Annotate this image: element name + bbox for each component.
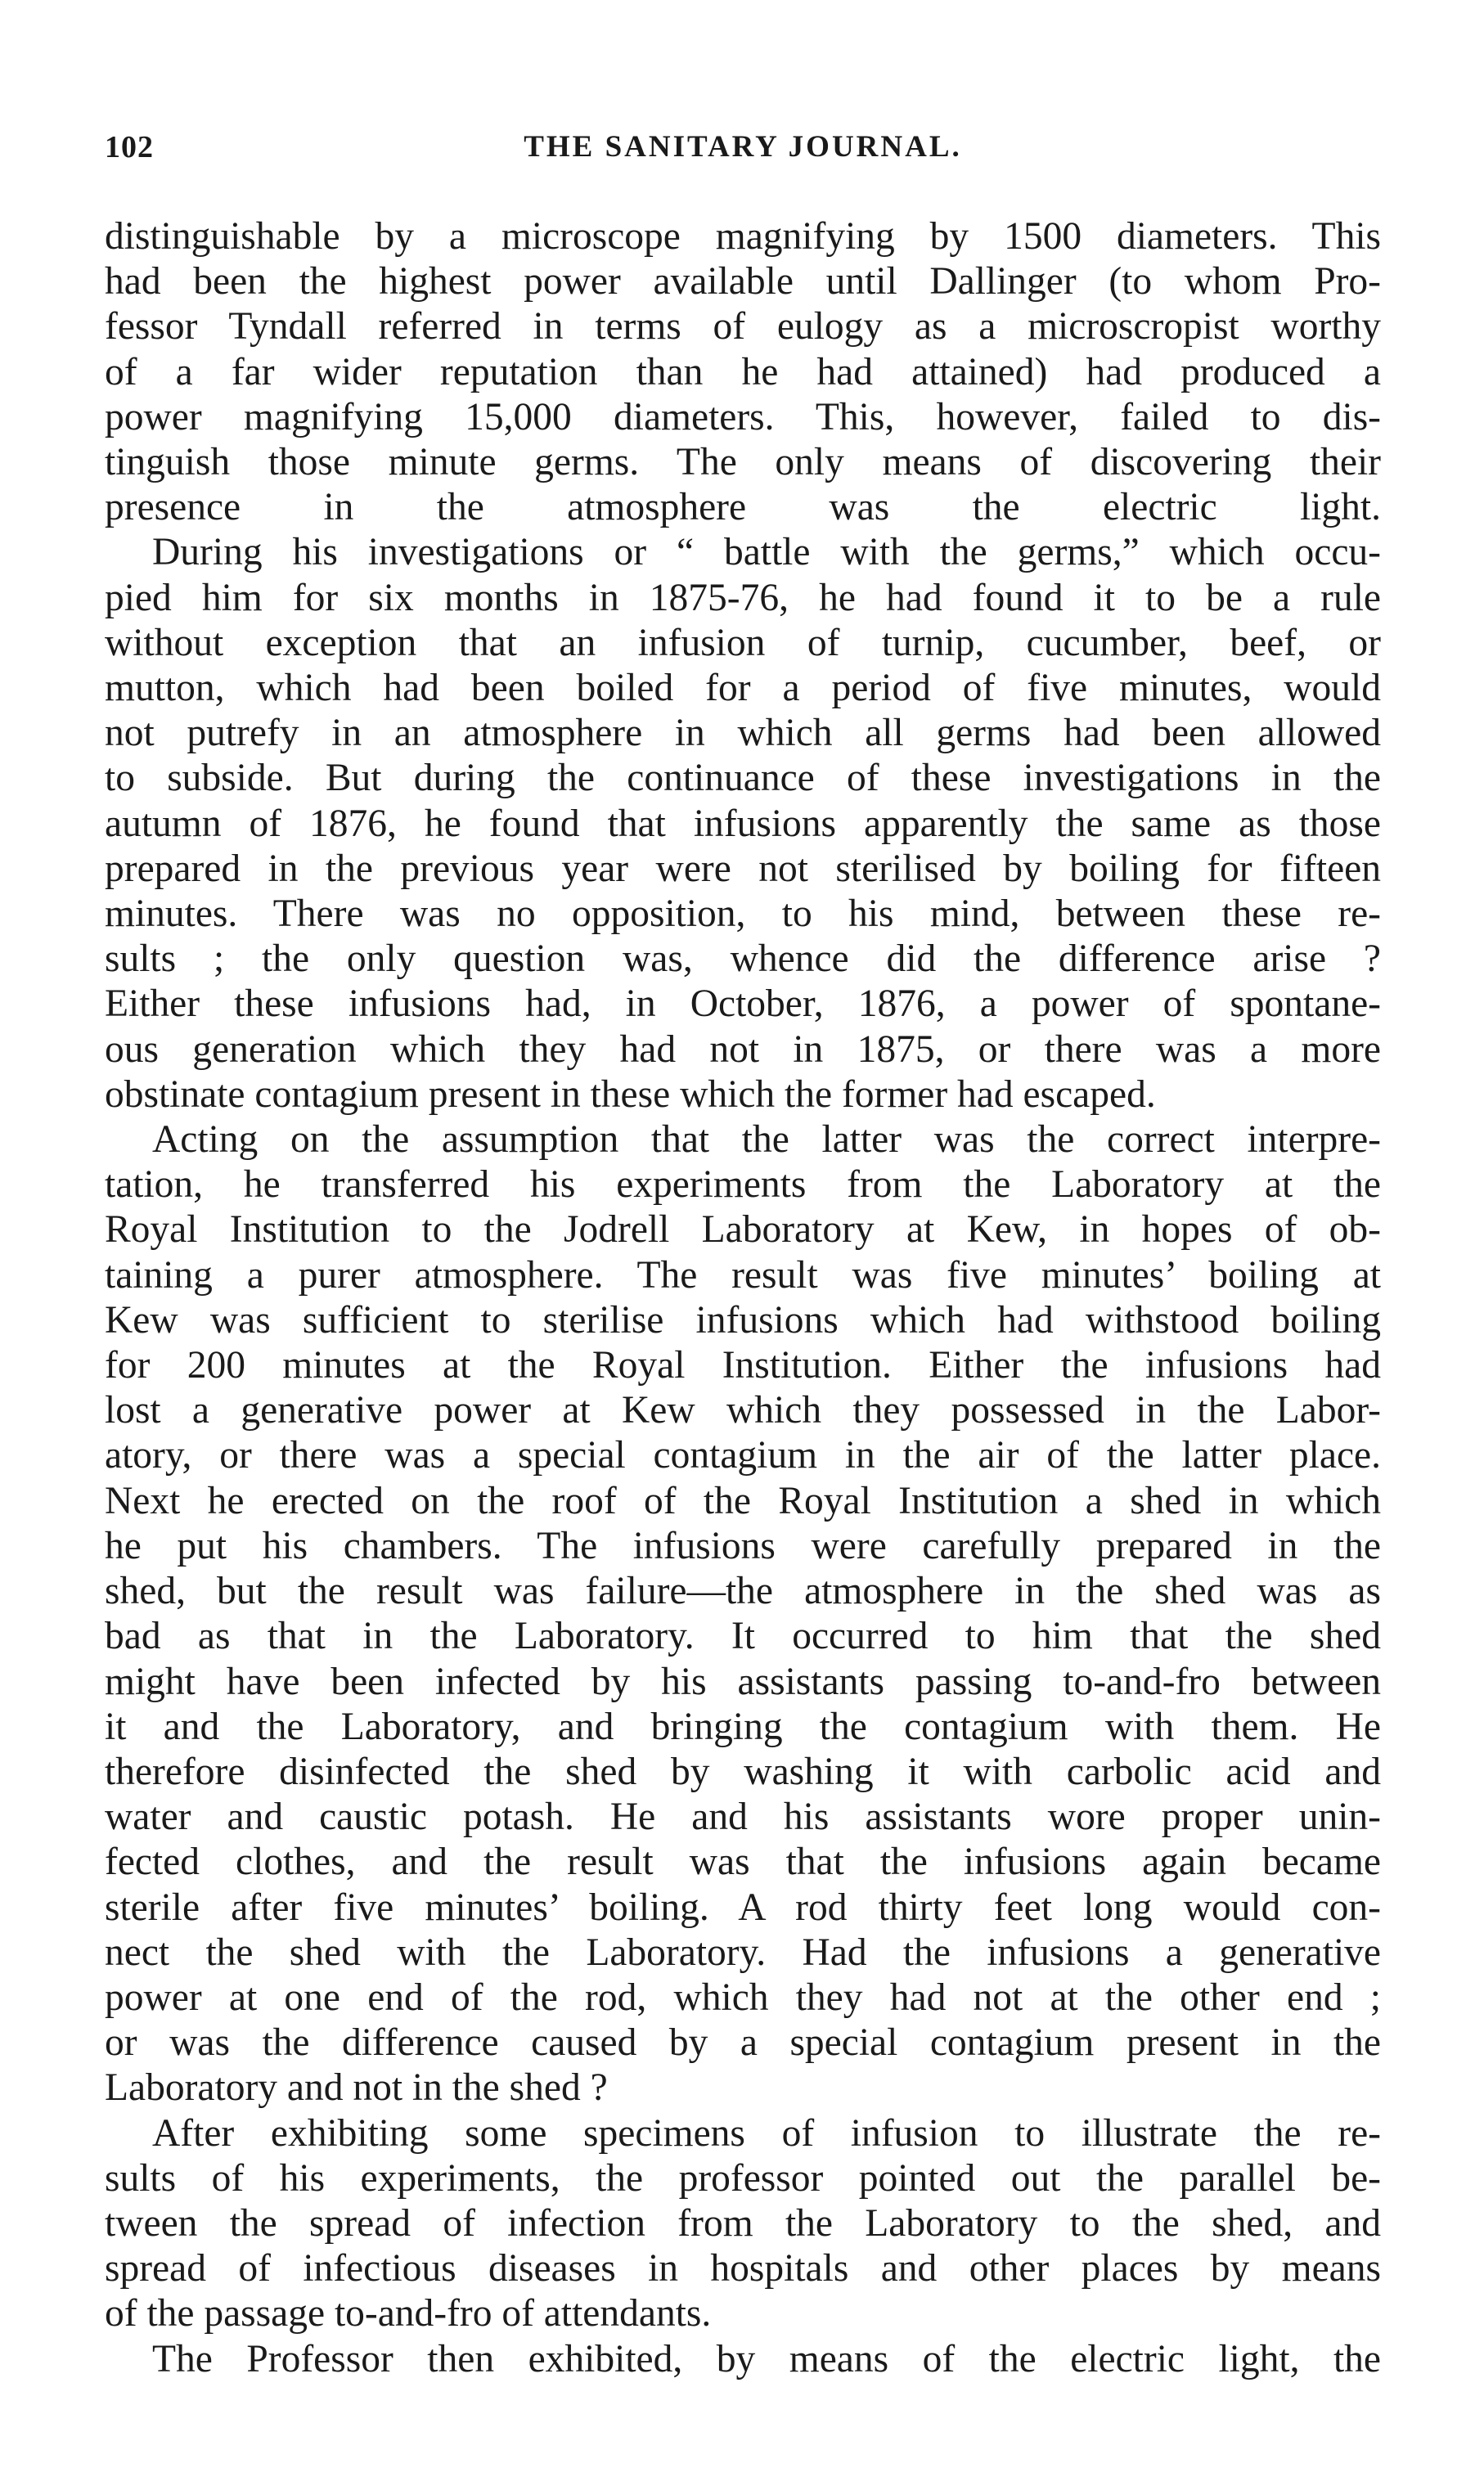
text-line: of a far wider reputation than he had attained) had produced a — [105, 350, 1381, 393]
text-line: fected clothes, and the result was that the infusions again became — [105, 1841, 1381, 1884]
text-line: not putrefy in an atmosphere in which all germs had been allowed — [105, 712, 1381, 755]
text-line: sterile after five minutes’ boiling. A rod thirty feet long would con- — [105, 1886, 1381, 1929]
text-line: ous generation which they had not in 1875, or there was a more — [105, 1027, 1381, 1071]
text-line: Laboratory and not in the shed ? — [105, 2066, 608, 2110]
text-line: spread of infectious diseases in hospitals and other places by means — [105, 2247, 1381, 2290]
text-line: for 200 minutes at the Royal Institution. Either the infusions had — [105, 1344, 1381, 1387]
text-line: water and caustic potash. He and his assistants wore proper unin- — [105, 1796, 1381, 1839]
text-line: autumn of 1876, he found that infusions apparently the same as those — [105, 802, 1381, 845]
paragraph-2 — [105, 530, 1381, 1117]
text-line: Kew was sufficient to sterilise infusions which had withstood boiling — [105, 1298, 1381, 1342]
text-line: bad as that in the Laboratory. It occurred to him that the shed — [105, 1615, 1381, 1658]
paragraph-5 — [105, 2337, 1381, 2382]
text-line: had been the highest power available until Dallinger (to whom Pro- — [105, 260, 1381, 303]
text-line: atory, or there was a special contagium in the air of the latter place. — [105, 1434, 1381, 1477]
text-line: to subside. But during the continuance of these investigations in the — [105, 757, 1381, 800]
paragraph-1 — [105, 214, 1381, 530]
text-line: tween the spread of infection from the Laboratory to the shed, and — [105, 2201, 1381, 2245]
text-line: he put his chambers. The infusions were carefully prepared in the — [105, 1524, 1381, 1567]
text-line: it and the Laboratory, and bringing the contagium with them. He — [105, 1705, 1381, 1748]
text-line: sults ; the only question was, whence did the difference arise ? — [105, 937, 1381, 981]
journal-title: THE SANITARY JOURNAL. — [524, 130, 962, 164]
text-line: tation, he transferred his experiments from the Laboratory at the — [105, 1163, 1381, 1207]
text-line: prepared in the previous year were not sterilised by boiling for fifteen — [105, 847, 1381, 890]
text-line: distinguishable by a microscope magnifying by 1500 diameters. This — [105, 215, 1381, 258]
text-line: pied him for six months in 1875-76, he had found it to be a rule — [105, 576, 1381, 619]
text-line: The Professor then exhibited, by means of the electric light, the — [152, 2337, 1381, 2380]
text-line: shed, but the result was failure—the atmosphere in the shed was as — [105, 1570, 1381, 1613]
text-line: power at one end of the rod, which they had not at the other end ; — [105, 1976, 1381, 2019]
text-line: therefore disinfected the shed by washing it with carbolic acid and — [105, 1750, 1381, 1793]
text-line: lost a generative power at Kew which they possessed in the Labor- — [105, 1389, 1381, 1432]
text-line: minutes. There was no opposition, to his mind, between these re- — [105, 892, 1381, 936]
text-line: taining a purer atmosphere. The result was five minutes’ boiling at — [105, 1253, 1381, 1297]
text-line: presence in the atmosphere was the electric light. — [105, 486, 1381, 529]
text-line: might have been infected by his assistants passing to-and-fro between — [105, 1660, 1381, 1703]
text-line: Acting on the assumption that the latter was the correct interpre- — [152, 1118, 1381, 1162]
paragraph-3 — [105, 1117, 1381, 2111]
page-number: 102 — [105, 130, 154, 164]
text-line: fessor Tyndall referred in terms of eulogy as a microscropist worthy — [105, 305, 1381, 348]
text-line: power magnifying 15,000 diameters. This, however, failed to dis- — [105, 395, 1381, 438]
text-line: mutton, which had been boiled for a period of five minutes, would — [105, 667, 1381, 710]
text-line: without exception that an infusion of turnip, cucumber, beef, or — [105, 621, 1381, 664]
text-line: Royal Institution to the Jodrell Laboratory at Kew, in hopes of ob- — [105, 1208, 1381, 1252]
text-line: Next he erected on the roof of the Royal Institution a shed in which — [105, 1479, 1381, 1522]
text-line: or was the difference caused by a special contagium present in the — [105, 2021, 1381, 2065]
text-line: Either these infusions had, in October, 1876, a power of spontane- — [105, 982, 1381, 1026]
text-line: tinguish those minute germs. The only means of discovering their — [105, 441, 1381, 484]
running-head — [105, 129, 1381, 170]
text-line: After exhibiting some specimens of infusion to illustrate the re- — [152, 2111, 1381, 2155]
text-line: nect the shed with the Laboratory. Had the infusions a generative — [105, 1931, 1381, 1974]
paragraph-4 — [105, 2111, 1381, 2337]
text-line: During his investigations or “ battle with the germs,” which occu- — [152, 531, 1381, 574]
text-line: sults of his experiments, the professor pointed out the parallel be- — [105, 2156, 1381, 2200]
body-text — [105, 214, 1381, 2382]
text-line: obstinate contagium present in these which the former had escaped. — [105, 1072, 1156, 1116]
text-line: of the passage to-and-fro of attendants. — [105, 2292, 712, 2335]
